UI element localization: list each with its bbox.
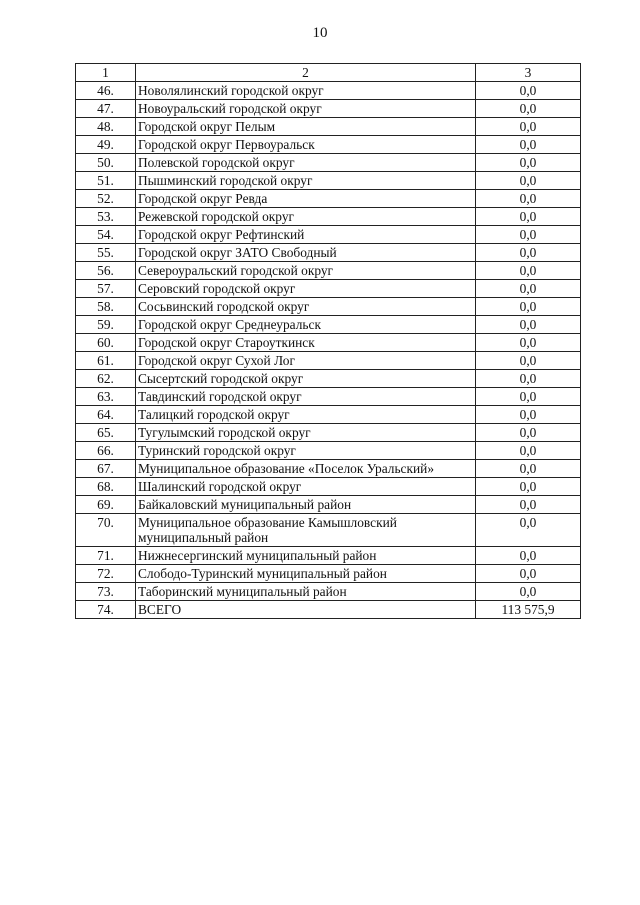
- row-name: Тугулымский городской округ: [136, 424, 476, 442]
- table-row: [76, 118, 581, 136]
- row-name: Сосьвинский городской округ: [136, 298, 476, 316]
- row-name: Сысертский городской округ: [136, 370, 476, 388]
- row-name: Серовский городской округ: [136, 280, 476, 298]
- table-body: [76, 64, 581, 619]
- table-row: [76, 352, 581, 370]
- table-row: [76, 316, 581, 334]
- table-row: [76, 583, 581, 601]
- table-row: [76, 172, 581, 190]
- row-name: Байкаловский муниципальный район: [136, 496, 476, 514]
- row-number: 54.: [76, 226, 136, 244]
- row-number: 60.: [76, 334, 136, 352]
- header-col-name: 2: [136, 64, 476, 82]
- row-value: 0,0: [476, 442, 581, 460]
- row-number: 49.: [76, 136, 136, 154]
- row-value: 0,0: [476, 460, 581, 478]
- row-name: Тавдинский городской округ: [136, 388, 476, 406]
- row-name: Слободо-Туринский муниципальный район: [136, 565, 476, 583]
- table-row: [76, 496, 581, 514]
- table-row: [76, 478, 581, 496]
- row-value: 0,0: [476, 100, 581, 118]
- row-name: Городской округ ЗАТО Свободный: [136, 244, 476, 262]
- table-row: [76, 262, 581, 280]
- row-value: 0,0: [476, 280, 581, 298]
- table-row: [76, 388, 581, 406]
- row-name: Городской округ Рефтинский: [136, 226, 476, 244]
- table-row: [76, 208, 581, 226]
- row-value: 0,0: [476, 136, 581, 154]
- row-number: 52.: [76, 190, 136, 208]
- table-row: [76, 226, 581, 244]
- row-number: 74.: [76, 601, 136, 619]
- table-row: [76, 370, 581, 388]
- row-value: 0,0: [476, 388, 581, 406]
- row-name: Городской округ Пелым: [136, 118, 476, 136]
- row-value: 0,0: [476, 565, 581, 583]
- table-row: [76, 136, 581, 154]
- row-number: 46.: [76, 82, 136, 100]
- row-number: 51.: [76, 172, 136, 190]
- table-header-row: [76, 64, 581, 82]
- table-row: [76, 547, 581, 565]
- table-row: [76, 244, 581, 262]
- row-value: 0,0: [476, 298, 581, 316]
- row-name: Полевской городской округ: [136, 154, 476, 172]
- row-value: 0,0: [476, 406, 581, 424]
- row-number: 64.: [76, 406, 136, 424]
- row-name: Городской округ Сухой Лог: [136, 352, 476, 370]
- table-row: [76, 565, 581, 583]
- allocation-table: [75, 63, 581, 619]
- row-name: Талицкий городской округ: [136, 406, 476, 424]
- row-value: 0,0: [476, 514, 581, 547]
- table-row: [76, 460, 581, 478]
- row-name: Городской округ Первоуральск: [136, 136, 476, 154]
- row-number: 56.: [76, 262, 136, 280]
- table-row: [76, 406, 581, 424]
- table-row: [76, 514, 581, 547]
- row-number: 65.: [76, 424, 136, 442]
- row-name: Новоуральский городской округ: [136, 100, 476, 118]
- row-number: 61.: [76, 352, 136, 370]
- table-row: [76, 334, 581, 352]
- row-number: 66.: [76, 442, 136, 460]
- row-value: 0,0: [476, 172, 581, 190]
- table-row: [76, 82, 581, 100]
- table-row: [76, 190, 581, 208]
- row-value: 0,0: [476, 478, 581, 496]
- row-number: 68.: [76, 478, 136, 496]
- row-name: Пышминский городской округ: [136, 172, 476, 190]
- row-number: 55.: [76, 244, 136, 262]
- row-value: 0,0: [476, 370, 581, 388]
- row-name: Туринский городской округ: [136, 442, 476, 460]
- row-name: Режевской городской округ: [136, 208, 476, 226]
- table-row: [76, 100, 581, 118]
- row-name: ВСЕГО: [136, 601, 476, 619]
- row-name: Шалинский городской округ: [136, 478, 476, 496]
- row-name: Городской округ Ревда: [136, 190, 476, 208]
- row-number: 73.: [76, 583, 136, 601]
- row-number: 71.: [76, 547, 136, 565]
- row-name: Нижнесергинский муниципальный район: [136, 547, 476, 565]
- table-row: [76, 298, 581, 316]
- row-value: 0,0: [476, 118, 581, 136]
- row-value: 0,0: [476, 496, 581, 514]
- row-value: 0,0: [476, 154, 581, 172]
- row-number: 72.: [76, 565, 136, 583]
- row-number: 63.: [76, 388, 136, 406]
- row-name: Таборинский муниципальный район: [136, 583, 476, 601]
- row-value: 0,0: [476, 226, 581, 244]
- row-value: 0,0: [476, 190, 581, 208]
- row-value: 0,0: [476, 262, 581, 280]
- row-name: Городской округ Среднеуральск: [136, 316, 476, 334]
- row-name: Муниципальное образование «Поселок Уральский»: [136, 460, 476, 478]
- row-value: 0,0: [476, 352, 581, 370]
- row-name: Городской округ Староуткинск: [136, 334, 476, 352]
- row-name: Муниципальное образование Камышловский муниципальный район: [136, 514, 476, 547]
- row-number: 58.: [76, 298, 136, 316]
- table-row: [76, 442, 581, 460]
- row-value: 0,0: [476, 547, 581, 565]
- row-number: 50.: [76, 154, 136, 172]
- row-value: 0,0: [476, 316, 581, 334]
- row-value: 113 575,9: [476, 601, 581, 619]
- row-name: Североуральский городской округ: [136, 262, 476, 280]
- row-value: 0,0: [476, 244, 581, 262]
- row-value: 0,0: [476, 583, 581, 601]
- row-value: 0,0: [476, 208, 581, 226]
- row-value: 0,0: [476, 424, 581, 442]
- row-number: 62.: [76, 370, 136, 388]
- row-number: 59.: [76, 316, 136, 334]
- row-value: 0,0: [476, 82, 581, 100]
- row-name: Новолялинский городской округ: [136, 82, 476, 100]
- table-row: [76, 601, 581, 619]
- row-number: 48.: [76, 118, 136, 136]
- page-number: 10: [312, 25, 328, 41]
- row-number: 47.: [76, 100, 136, 118]
- row-number: 70.: [76, 514, 136, 547]
- row-number: 53.: [76, 208, 136, 226]
- row-number: 57.: [76, 280, 136, 298]
- row-number: 67.: [76, 460, 136, 478]
- table-row: [76, 424, 581, 442]
- table-row: [76, 280, 581, 298]
- table-row: [76, 154, 581, 172]
- row-number: 69.: [76, 496, 136, 514]
- header-col-value: 3: [476, 64, 581, 82]
- header-col-number: 1: [76, 64, 136, 82]
- row-value: 0,0: [476, 334, 581, 352]
